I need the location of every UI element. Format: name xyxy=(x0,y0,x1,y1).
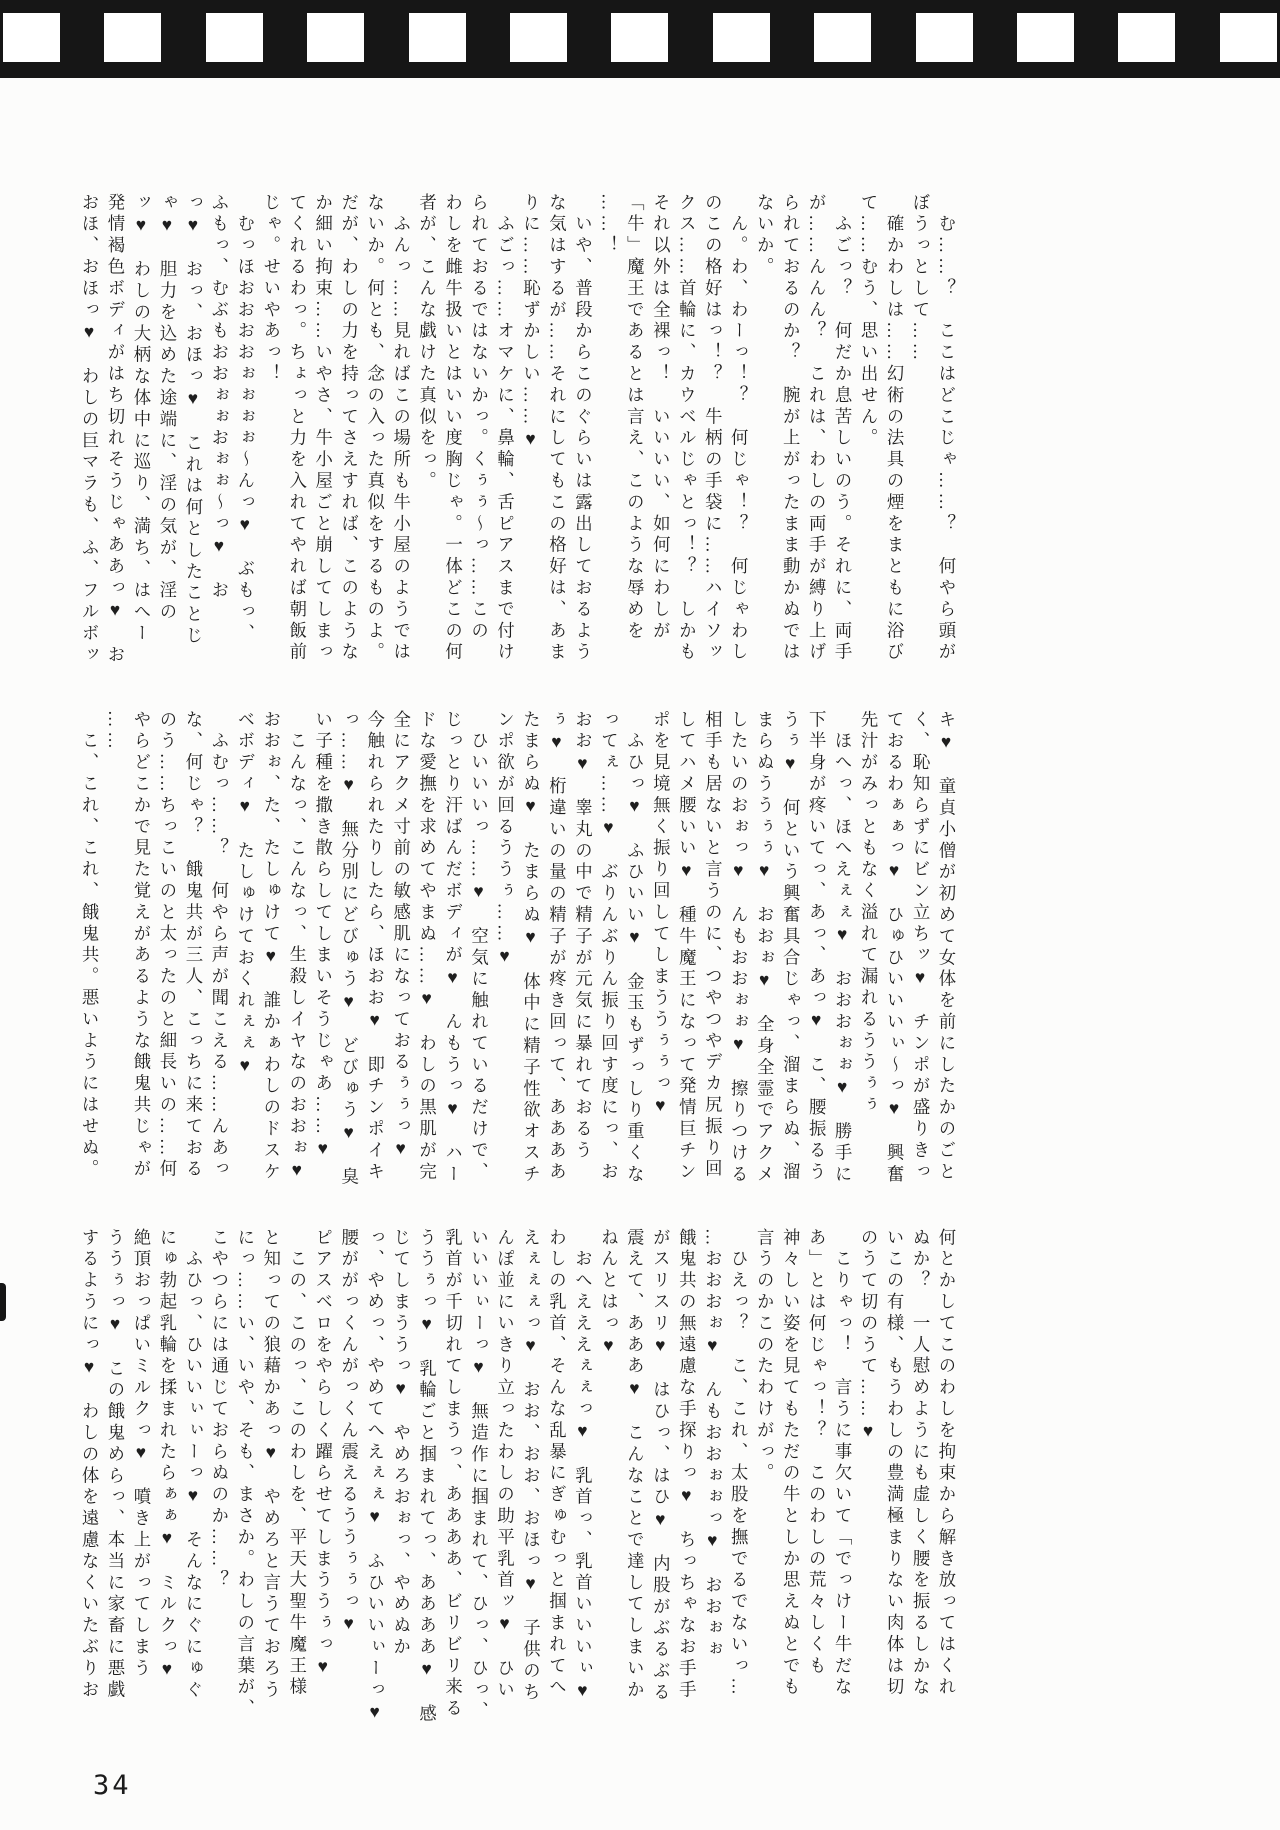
text-column: ゃ♥ 胆力を込めた途端に、淫の気が、淫の xyxy=(156,193,177,624)
text-column: りに……恥ずかしい……♥ xyxy=(520,193,541,453)
sprocket-hole xyxy=(916,13,973,62)
text-column: こ、これ、これ、餓鬼共。悪いようにはせぬ。 xyxy=(79,710,100,1181)
sprocket-hole xyxy=(814,13,871,62)
text-column: いこの有様、もうわしの豊満極まりない肉体は切 xyxy=(884,1228,905,1699)
text-column: て……むう、思い出せん。 xyxy=(858,193,879,450)
text-column: んぽ並にいきり立ったわしの助平乳首ッ♥ ひい xyxy=(494,1228,515,1702)
text-column: こやつらには通じておらぬのか……？ xyxy=(208,1228,229,1592)
sprocket-hole xyxy=(1220,13,1277,62)
text-column: あ」とは何じゃっ！？ このわしの荒々しくも xyxy=(806,1228,827,1678)
text-column: ってぇ……♥ ぶりんぶりん振り回す度にっ、お xyxy=(598,710,619,1184)
text-column: ふもっ、むぶもおおぉぉおぉぉ～っ♥ お xyxy=(208,193,229,603)
text-column: ぼうっとして…… xyxy=(910,193,931,365)
text-column: 今触れられたりしたら、ほおお♥ 即チンポイキ xyxy=(364,710,385,1184)
text-column: じっとり汗ばんだボディが♥ んもうっ♥ ハー xyxy=(442,710,463,1186)
text-column: ないか。何とも、念の入った真似をするものよ。 xyxy=(364,193,385,664)
text-column: 全にアクメ寸前の敏感肌になっておるぅぅっ♥ xyxy=(390,710,411,1162)
text-column: やらどこかで見た覚えがあるような餓鬼共じゃが xyxy=(130,710,151,1181)
text-column: と知っての狼藉かあっ♥ やめろと言うておろう xyxy=(260,1228,281,1702)
text-column: 震えて、あああ♥ こんなことで達してしまいか xyxy=(624,1228,645,1702)
text-column: ピアスベロをやらしく躍らせてしまううぅっ♥ xyxy=(312,1228,333,1680)
sprocket-hole xyxy=(409,13,466,62)
text-column: まらぬううぅぅ♥ おおぉ♥ 全身全霊でアクメ xyxy=(754,710,775,1186)
text-column: っ……♥ 無分別にどびゅう♥ どびゅう♥ 臭 xyxy=(338,710,359,1189)
text-column: ふんっ……見ればこの場所も牛小屋のようでは xyxy=(390,193,411,664)
text-column: のうて切のうて……♥ xyxy=(858,1228,879,1445)
text-block-2 xyxy=(75,710,958,1215)
text-column: ふひっ、ひいいぃぃーっ♥ そんなにぐにゅぐ xyxy=(182,1228,203,1702)
text-column: …おおおぉ♥ んもおおぉぉっ♥ おおぉぉ xyxy=(702,1228,723,1662)
text-column: っ♥ おっ、おほっ♥ これは何としたことじ xyxy=(182,193,203,648)
text-column: 言うのかこのたわけがっ。 xyxy=(754,1228,775,1485)
text-column: するようにっ♥ わしの体を遠慮なくいたぶりお xyxy=(79,1228,100,1702)
text-column: い子種を撒き散らしてしまいそうじゃあ……♥ xyxy=(312,710,333,1162)
text-column: 腰ががっくんがっくん震えるううぅぅっ♥ xyxy=(338,1228,359,1638)
text-column: ねんとはっ♥ xyxy=(598,1228,619,1359)
text-column: のこの格好はっ！？ 牛柄の手袋に……ハイソッ xyxy=(702,193,723,664)
text-column: おへえええぇぇっ♥ 乳首っ、乳首いいいぃ♥ xyxy=(572,1228,593,1704)
text-column: えぇぇぇっ♥ おお、おお、おほっ♥ 子供のち xyxy=(520,1228,541,1704)
text-column: キ♥ 童貞小僧が初めて女体を前にしたかのごと xyxy=(936,710,956,1184)
text-column: …… xyxy=(105,710,125,753)
text-column: ひえっ？ こ、これ、太股を撫でるでないっ… xyxy=(728,1228,749,1699)
text-column: られておるではないかっ。くぅぅ～っ……この xyxy=(468,193,489,643)
text-column: むっほおおおおぉぉぉぉ～んっ♥ ぶもっ、 xyxy=(234,193,255,645)
text-column: ておるわぁぁっ♥ ひゅひいいいぃ～っ♥ 興奮 xyxy=(884,710,905,1186)
sprocket-hole xyxy=(713,13,770,62)
text-column: ふむっ……？ 何やら声が聞こえる……んあっ xyxy=(208,710,229,1181)
text-column: こりゃっ！ 言うに事欠いて「でっけー牛だな xyxy=(832,1228,853,1699)
text-column: く、恥知らずにビン立ちッ♥ チンポが盛りきっ xyxy=(910,710,931,1184)
text-column: それ以外は全裸っ！ いいいい、如何にわしが xyxy=(650,193,671,643)
text-column: が……んんん？ これは、わしの両手が縛り上げ xyxy=(806,193,827,664)
text-column: 「牛」魔王であるとは言え、このような辱めを xyxy=(624,193,645,643)
text-column: がスリスリ♥ はひっ、はひ♥ 内股がぶるぶる xyxy=(650,1228,671,1704)
text-column: ないか。 xyxy=(754,193,775,279)
text-column: してハメ腰いい♥ 種牛魔王になって発情巨チン xyxy=(676,710,697,1184)
text-column: ううぅっ♥ この餓鬼めらっ、本当に家畜に悪戯 xyxy=(105,1228,125,1702)
text-column: ほへっ、ほへえぇぇ♥ おおおぉぉ♥ 勝手に xyxy=(832,710,853,1186)
text-column: 神々しい姿を見てもただの牛としか思えぬとでも xyxy=(780,1228,801,1699)
sprocket-hole xyxy=(1017,13,1074,62)
text-column: うぅ♥ 何という興奮具合じゃっ、溜まらぬ、溜 xyxy=(780,710,801,1184)
text-column: ぅ♥ 桁違いの量の精子が疼き回って、ああああ xyxy=(546,710,567,1184)
text-column: られておるのか？ 腕が上がったまま動かぬでは xyxy=(780,193,801,664)
text-column: いや、普段からこのぐらいは露出しておるよう xyxy=(572,193,593,664)
text-column: ッ♥ わしの大柄な体中に巡り、満ち、はへー xyxy=(130,193,151,645)
sprocket-hole xyxy=(611,13,668,62)
text-block-1 xyxy=(75,193,958,698)
text-column: したいのおぉっ♥ んもおおぉぉ♥ 擦りつける xyxy=(728,710,749,1186)
text-column: 何とかしてこのわしを拘束から解き放ってはくれ xyxy=(936,1228,956,1699)
text-column: クス……首輪に、カウベルじゃとっ！？ しかも xyxy=(676,193,697,664)
text-column: てくれるわっ。ちょっと力を入れてやれば朝飯前 xyxy=(286,193,307,664)
text-column: たまらぬ♥ たまらぬ♥ 体中に精子性欲オスチ xyxy=(520,710,541,1186)
text-column: こんなっ、こんなっ、生殺しイヤなのおおぉ♥ xyxy=(286,710,307,1184)
text-column: 相手も居ないと言うのに、つやつやデカ尻振り回 xyxy=(702,710,723,1181)
text-column: おほ、おほっ♥ わしの巨マラも、ふ、フルボッ xyxy=(79,193,100,667)
text-column: じてしまううっ♥ やめろおぉっ、やめぬか xyxy=(390,1228,411,1659)
text-column: じゃ。せいやあっ！ xyxy=(260,193,281,386)
text-column: 餓鬼共の無遠慮な手探りっ♥ ちっちゃなお手手 xyxy=(676,1228,697,1702)
sprocket-hole xyxy=(510,13,567,62)
text-column: っ、やめっ、やめてへえぇぇ♥ ふひいいぃーっ♥ xyxy=(364,1228,385,1726)
text-column: な、何じゃ？ 餓鬼共が三人、こっちに来ておる xyxy=(182,710,203,1181)
text-column: おお♥ 睾丸の中で精子が元気に暴れておるう xyxy=(572,710,593,1162)
film-strip-border xyxy=(0,0,1280,78)
text-column: この、このっ、このわしを、平天大聖牛魔王様 xyxy=(286,1228,307,1699)
text-column: ぬか？ 一人慰めようにも虚しく腰を振るしかな xyxy=(910,1228,931,1699)
sprocket-hole xyxy=(1118,13,1175,62)
text-column: ンポ欲が回るううぅ……♥ xyxy=(494,710,515,970)
text-column: いいいぃーっ♥ 無造作に掴まれて、ひっ、ひっ、 xyxy=(468,1228,489,1723)
text-column: 乳首が千切れてしまうっ、ああああ、ビリビリ来る xyxy=(442,1228,463,1721)
text-column: む……？ ここはどこじゃ……？ 何やら頭が xyxy=(936,193,956,664)
text-column: 者が、こんな戯けた真似をっ。 xyxy=(416,193,437,493)
sprocket-hole xyxy=(104,13,161,62)
text-column: 確かわしは……幻術の法具の煙をまともに浴び xyxy=(884,193,905,664)
text-column: 下半身が疼いてっ、あっ、あっ♥ こ、腰振るう xyxy=(806,710,827,1184)
page-number: 34 xyxy=(93,1770,132,1801)
text-column: 絶頂おっぱいミルクっ♥ 噴き上がってしまう xyxy=(130,1228,151,1680)
sprocket-hole xyxy=(206,13,263,62)
text-block-3 xyxy=(75,1228,958,1733)
text-column: ん。わ、わーっ！？ 何じゃ！？ 何じゃわし xyxy=(728,193,749,664)
text-column: だが、わしの力を持ってさえすれば、このような xyxy=(338,193,359,664)
sprocket-hole xyxy=(307,13,364,62)
text-column: ひいいいっ……♥ 空気に触れているだけで、 xyxy=(468,710,489,1184)
text-column: ふごっ？ 何だか息苦しいのう。それに、両手 xyxy=(832,193,853,664)
text-column: 発情褐色ボディがはち切れそうじゃああっ♥ お xyxy=(105,193,125,667)
text-column: ううぅっ♥ 乳輪ごと掴まれてっ、ああああ♥ 感 xyxy=(416,1228,437,1726)
text-column: にゅ勃起乳輪を揉まれたらぁぁ♥ ミルクっ♥ xyxy=(156,1228,177,1683)
text-column: わしを雌牛扱いとはいい度胸じゃ。一体どこの何 xyxy=(442,193,463,664)
text-column: にっ……い、いや、そも、まさか。わしの言葉が、 xyxy=(234,1228,255,1721)
text-column: ドな愛撫を求めてやまぬ……♥ わしの黒肌が完 xyxy=(416,710,437,1184)
text-column: のう……ちっこいのと太ったのと細長いの……何 xyxy=(156,710,177,1181)
scan-artifact-left-edge xyxy=(0,1283,6,1321)
text-column: 先汁がみっともなく溢れて漏れるううぅぅ xyxy=(858,710,879,1117)
text-column: ポを見境無く振り回してしまううぅぅっ♥ xyxy=(650,710,671,1120)
text-column: ふごっ……オマケに、鼻輪、舌ピアスまで付け xyxy=(494,193,515,664)
text-column: か細い拘束……いやさ、牛小屋ごと崩してしまっ xyxy=(312,193,333,664)
text-column: おおぉ、た、たしゅけて♥ 誰かぁわしのドスケ xyxy=(260,710,281,1184)
text-column: ふひっ♥ ふひいい♥ 金玉もずっしり重くな xyxy=(624,710,645,1186)
text-column: わしの乳首、そんな乱暴にぎゅむっと掴まれてへ xyxy=(546,1228,567,1699)
sprocket-hole xyxy=(3,13,60,62)
text-column: ……！ xyxy=(598,193,619,258)
text-column: な気はするが……それにしてもこの格好は、あま xyxy=(546,193,567,664)
text-column: ベボディ♥ たしゅけておくれぇぇ♥ xyxy=(234,710,255,1079)
